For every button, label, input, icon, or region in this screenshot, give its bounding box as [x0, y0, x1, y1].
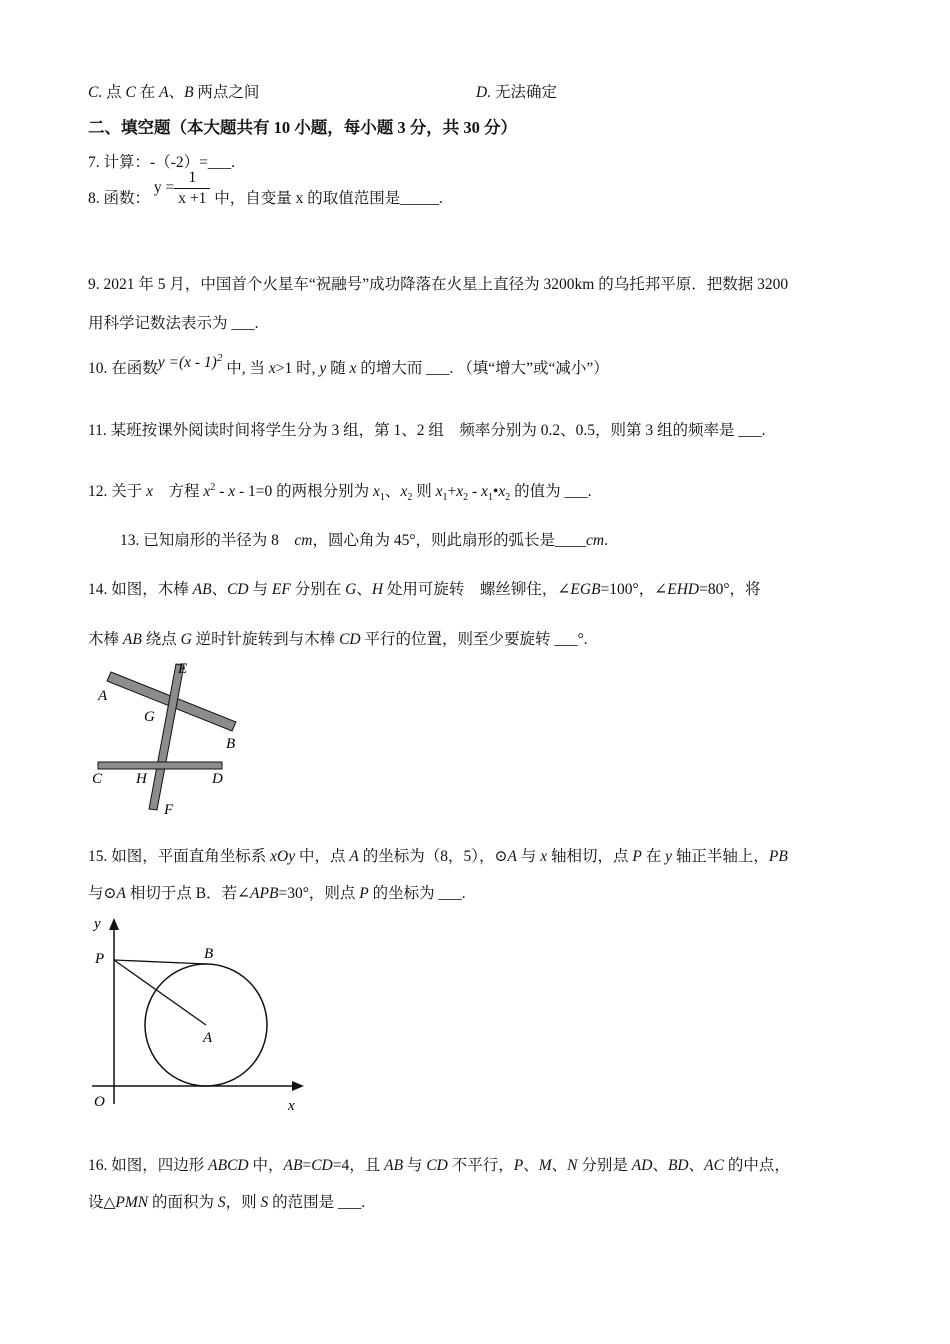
- label-d: D: [212, 771, 223, 787]
- question-16-line-2: 设△PMN 的面积为 S，则 S 的范围是 ___.: [88, 1194, 366, 1211]
- segment-pb: [114, 960, 207, 964]
- question-8: 8. 函数： y = $\frac{1}{x +1}$ 中，自变量 x 的取值范围是_____.: [88, 169, 443, 207]
- option-c: C. 点 C 在 A、B 两点之间: [88, 84, 260, 101]
- function-formula: y = $\frac{1}{x +1}$: [154, 168, 211, 208]
- figure-coordinate-circle: [86, 912, 316, 1122]
- question-16-line-1: 16. 如图，四边形 ABCD 中，AB=CD=4，且 AB 与 CD 不平行，P、M、N 分别是 AD、BD、AC 的中点，: [88, 1157, 790, 1174]
- y-axis: [109, 918, 119, 1104]
- function-formula: y =(x - 1)$^2$: [157, 351, 223, 371]
- label-e: E: [178, 661, 188, 677]
- question-10: 10. 在函数y =(x - 1)$^2$ 中, 当 x>1 时, y 随 x 的增大而 ___. （填“增大”或“减小”）: [88, 351, 609, 377]
- question-14-line-2: 木棒 AB 绕点 G 逆时针旋转到与木棒 CD 平行的位置，则至少要旋转 ___°.: [88, 631, 588, 648]
- label-a: A: [98, 688, 108, 704]
- fraction: $\frac{1}{x +1}$: [174, 168, 210, 208]
- segment-pa: [114, 960, 206, 1025]
- label-c: C: [92, 771, 103, 787]
- label-a: A: [203, 1030, 213, 1046]
- label-g: G: [144, 709, 155, 725]
- section-heading: 二、填空题（本大题共有 10 小题，每小题 3 分，共 30 分）: [88, 118, 517, 137]
- label-x: x: [288, 1098, 295, 1114]
- label-p: P: [95, 951, 105, 967]
- question-7: 7. 计算：-（-2）=___.: [88, 154, 235, 171]
- label-f: F: [164, 802, 174, 818]
- stick-cd: [98, 762, 222, 769]
- question-12: 12. 关于 x 方程 $x^2 - x - 1=0$ 的两根分别为 $x_1$、$x_2$ 则 $x_1+x_2$ - $x_1•x_2$ 的值为 ___.: [88, 481, 592, 504]
- question-11: 11. 某班按课外阅读时间将学生分为 3 组，第 1、2 组 频率分别为 0.2、0.5，则第 3 组的频率是 ___.: [88, 422, 766, 439]
- question-9-line-1: 9. 2021 年 5 月，中国首个火星车“祝融号”成功降落在火星上直径为 3200km 的乌托邦平原．把数据 3200: [88, 276, 789, 293]
- label-b: B: [204, 946, 214, 962]
- label-h: H: [136, 771, 147, 787]
- question-9-line-2: 用科学记数法表示为 ___.: [88, 315, 259, 332]
- label-y: y: [94, 916, 101, 932]
- option-letter: C.: [88, 84, 103, 101]
- label-o: O: [94, 1094, 105, 1110]
- stick-ef: [149, 664, 184, 810]
- figure-sticks: [86, 660, 256, 820]
- label-b: B: [226, 736, 236, 752]
- option-d: D. 无法确定: [476, 84, 557, 101]
- option-letter: D.: [476, 84, 492, 101]
- question-14-line-1: 14. 如图，木棒 AB、CD 与 EF 分别在 G、H 处用可旋转 螺丝铆住，∠EGB=100°，∠EHD=80°，将: [88, 581, 761, 598]
- question-13: 13. 已知扇形的半径为 8 cm，圆心角为 45°，则此扇形的弧长是____cm.: [120, 532, 608, 549]
- question-15-line-2: 与⊙A 相切于点 B．若∠APB=30°，则点 P 的坐标为 ___.: [88, 885, 466, 902]
- question-15-line-1: 15. 如图，平面直角坐标系 xOy 中，点 A 的坐标为（8，5），⊙A 与 x 轴相切，点 P 在 y 轴正半轴上，PB: [88, 848, 788, 865]
